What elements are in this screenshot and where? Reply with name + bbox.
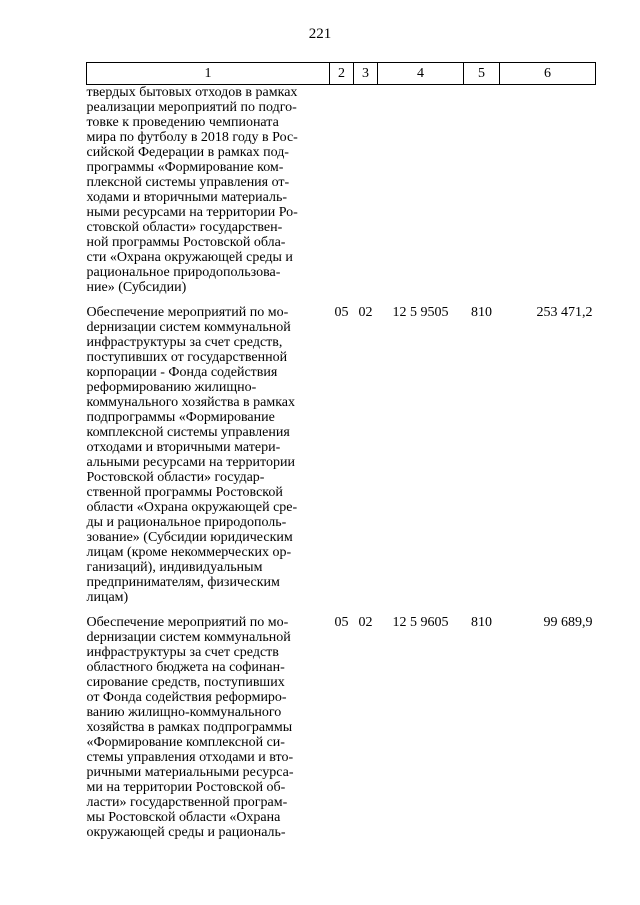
column-header-3: 3 [354, 63, 378, 85]
table-row [87, 615, 596, 840]
row-description-cell [87, 305, 330, 605]
amount [500, 85, 596, 296]
table-header-row [87, 63, 596, 85]
expense-type-code: 810 [471, 305, 492, 320]
amount: 253 471,2 [536, 305, 593, 320]
expense-type-code: 810 [471, 615, 492, 630]
row-description: Обеспечение мероприятий по мо- dернизации систем коммунальной инфраструктуры за счет средств областного бюджета на софинан- сирование средств, поступивших от Фонда содействия реформиро- ванию жилищно-коммунального хозяйства в рамках подпрограммы «Формирование комплексной си- стемы управления отходами и вто- ричными материальными ресурса- ми на территории Ростовской об- ласти» государственной програм- мы Ростовской области «Охрана окружающей среды и рациональ- [86, 615, 294, 840]
section-code: 05 [334, 615, 349, 630]
subsection-code: 02 [358, 615, 373, 630]
section-code [330, 85, 354, 296]
table-row [87, 85, 596, 296]
page-number: 221 [308, 26, 332, 42]
amount: 99 689,9 [543, 615, 593, 630]
target-article-code [378, 85, 464, 296]
target-article-code: 12 5 9605 [392, 615, 449, 630]
section-code: 05 [334, 305, 349, 320]
column-header-2: 2 [330, 63, 354, 85]
table-row [87, 305, 596, 605]
row-description: Обеспечение мероприятий по мо- dернизации систем коммунальной инфраструктуры за счет средств, поступивших от государственной корпорации - Фонда содействия реформированию жилищно- коммунального хозяйства в рамках подпрограммы «Формирование комплексной системы управления отходами и вторичными матери- альными ресурсами на территории Ростовской области» государ- ственной программы Ростовской области «Охрана окружающей сре- ды и рациональное природополь- зование» (Субсидии юридическим лицам (кроме некоммерческих ор- ганизаций), индивидуальным предпринимателям, физическим лицам) [86, 305, 298, 605]
column-header-1: 1 [87, 63, 330, 85]
expense-type-code [464, 85, 500, 296]
subsection-code: 02 [358, 305, 373, 320]
row-description: твердых бытовых отходов в рамках реализации мероприятий по подго- товке к проведению чемпионата мира по футболу в 2018 году в Рос- сийской Федерации в рамках под- программы «Формирование ком- плексной системы управления от- ходами и вторичными материаль- ными ресурсами на территории Ро- стовской области» государствен- ной программы Ростовской обла- сти «Охрана окружающей среды и рациональное природопользова- ние» (Субсидии) [86, 85, 298, 295]
column-header-6: 6 [500, 63, 596, 85]
column-header-4: 4 [378, 63, 464, 85]
row-description-cell [87, 85, 330, 296]
column-header-5: 5 [464, 63, 500, 85]
subsection-code [354, 85, 378, 296]
target-article-code: 12 5 9505 [392, 305, 449, 320]
budget-table [86, 62, 596, 840]
row-description-cell [87, 615, 330, 840]
